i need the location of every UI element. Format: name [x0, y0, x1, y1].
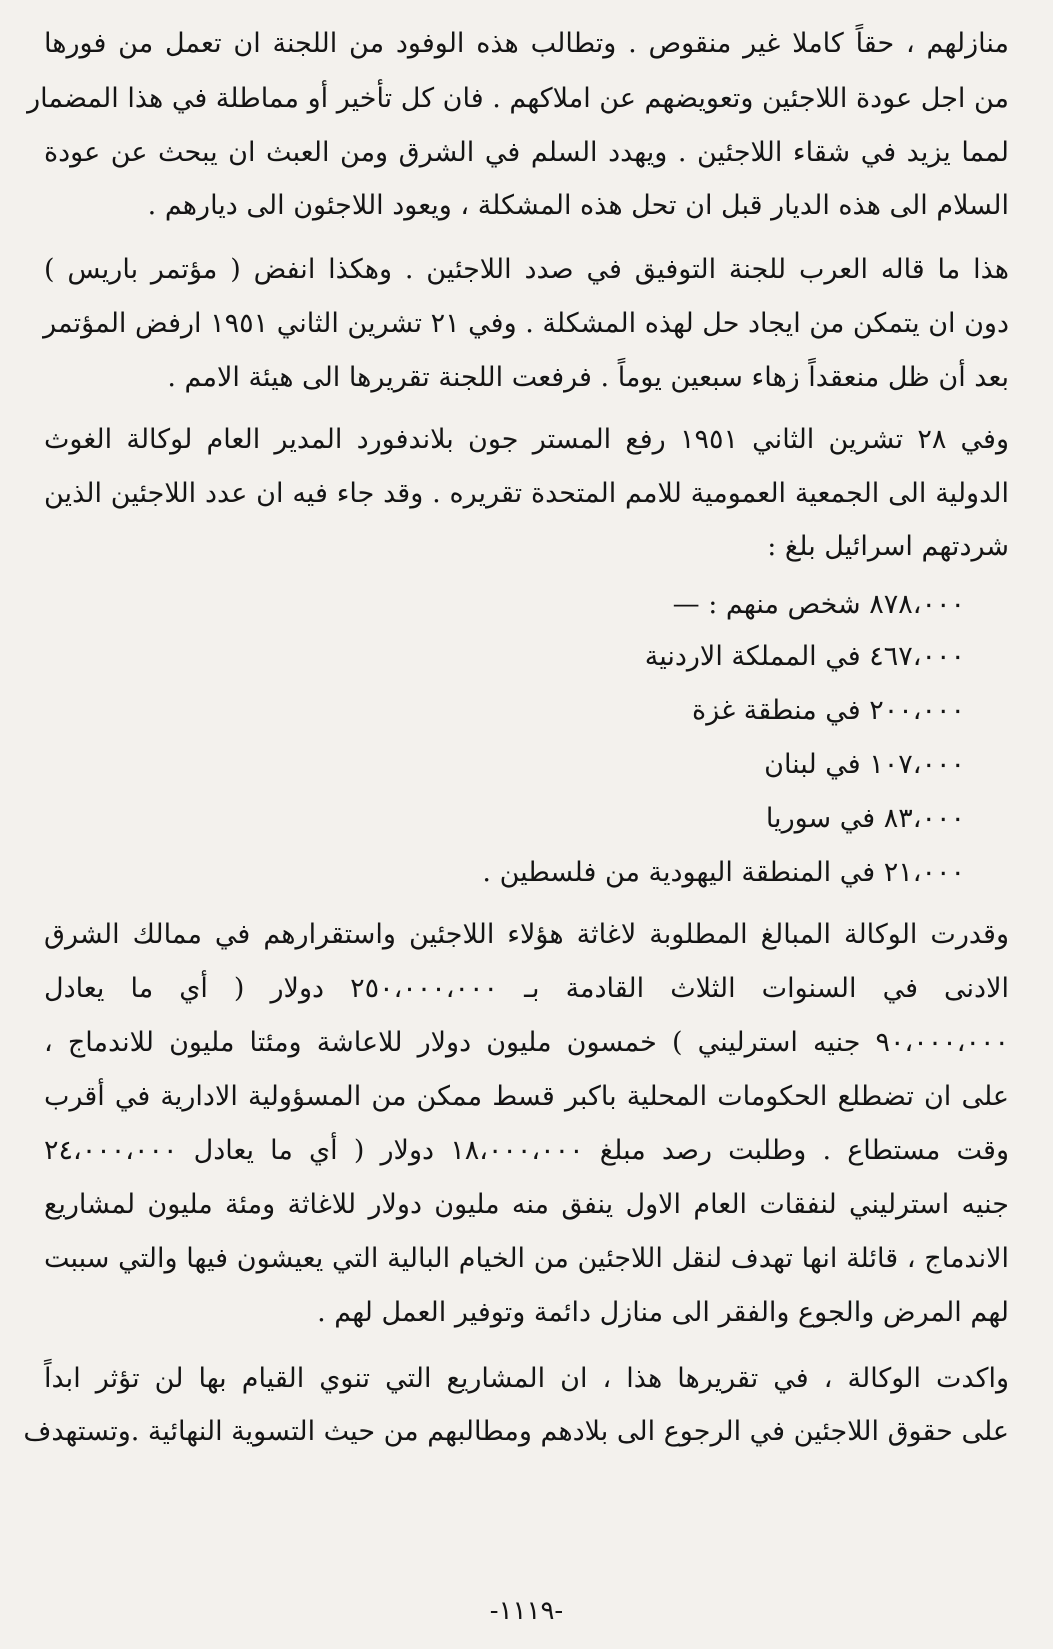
text-line: وقت مستطاع . وطلبت رصد مبلغ ١٨،٠٠٠،٠٠٠ دولار ( أي ما يعادل ٢٤،٠٠٠،٠٠٠: [44, 1135, 1009, 1166]
text-line: هذا ما قاله العرب للجنة التوفيق في صدد اللاجئين . وهكذا انفض ( مؤتمر باريس ): [44, 254, 1009, 285]
text-line: على حقوق اللاجئين في الرجوع الى بلادهم ومطالبهم من حيث التسوية النهائية .وتستهدف: [23, 1416, 1009, 1447]
text-line: دون ان يتمكن من ايجاد حل لهذه المشكلة . وفي ٢١ تشرين الثاني ١٩٥١ ارفض المؤتمر: [43, 308, 1009, 339]
text-line: الدولية الى الجمعية العمومية للامم المتحدة تقريره . وقد جاء فيه ان عدد اللاجئين الذين: [44, 478, 1009, 509]
text-line: جنيه استرليني لنفقات العام الاول ينفق منه مليون دولار للاغاثة ومئة مليون لمشاريع: [44, 1189, 1009, 1220]
text-line: وفي ٢٨ تشرين الثاني ١٩٥١ رفع المستر جون بلاندفورد المدير العام لوكالة الغوث: [44, 424, 1009, 455]
text-line: وقدرت الوكالة المبالغ المطلوبة لاغاثة هؤلاء اللاجئين واستقرارهم في ممالك الشرق: [44, 919, 1009, 950]
text-line: الاندماج ، قائلة انها تهدف لنقل اللاجئين من الخيام البالية التي يعيشون فيها والتي سببت: [44, 1243, 1009, 1274]
text-line: لهم المرض والجوع والفقر الى منازل دائمة وتوفير العمل لهم .: [317, 1297, 1009, 1328]
refugee-count-line: ٨٧٨،٠٠٠ شخص منهم : —: [672, 589, 965, 620]
page-number: -١١١٩-: [489, 1596, 564, 1626]
refugee-count-line: ١٠٧،٠٠٠ في لبنان: [764, 749, 965, 780]
text-line: على ان تضطلع الحكومات المحلية باكبر قسط ممكن من المسؤولية الادارية في أقرب: [44, 1081, 1009, 1112]
text-line: شردتهم اسرائيل بلغ :: [767, 531, 1009, 562]
text-line: ٩٠،٠٠٠،٠٠٠ جنيه استرليني ) خمسون مليون دولار للاعاشة ومئتا مليون للاندماج ،: [44, 1027, 1009, 1058]
refugee-count-line: ٤٦٧،٠٠٠ في المملكة الاردنية: [644, 641, 965, 672]
refugee-count-line: ٨٣،٠٠٠ في سوريا: [765, 803, 965, 834]
text-line: واكدت الوكالة ، في تقريرها هذا ، ان المشاريع التي تنوي القيام بها لن تؤثر ابداً: [44, 1363, 1009, 1394]
refugee-count-line: ٢٠٠،٠٠٠ في منطقة غزة: [692, 695, 965, 726]
refugee-count-line: ٢١،٠٠٠ في المنطقة اليهودية من فلسطين .: [482, 857, 965, 888]
text-line: من اجل عودة اللاجئين وتعويضهم عن املاكهم . فان كل تأخير أو مماطلة في هذا المضمار: [27, 83, 1009, 114]
text-line: السلام الى هذه الديار قبل ان تحل هذه المشكلة ، ويعود اللاجئون الى ديارهم .: [147, 190, 1009, 221]
text-line: منازلهم ، حقاً كاملا غير منقوص . وتطالب هذه الوفود من اللجنة ان تعمل من فورها: [44, 28, 1009, 59]
text-line: بعد أن ظل منعقداً زهاء سبعين يوماً . فرفعت اللجنة تقريرها الى هيئة الامم .: [167, 362, 1009, 393]
text-line: الادنى في السنوات الثلاث القادمة بـ ٢٥٠،٠٠٠،٠٠٠ دولار ( أي ما يعادل: [44, 973, 1009, 1004]
text-line: لمما يزيد في شقاء اللاجئين . ويهدد السلم في الشرق ومن العبث ان يبحث عن عودة: [44, 137, 1009, 168]
